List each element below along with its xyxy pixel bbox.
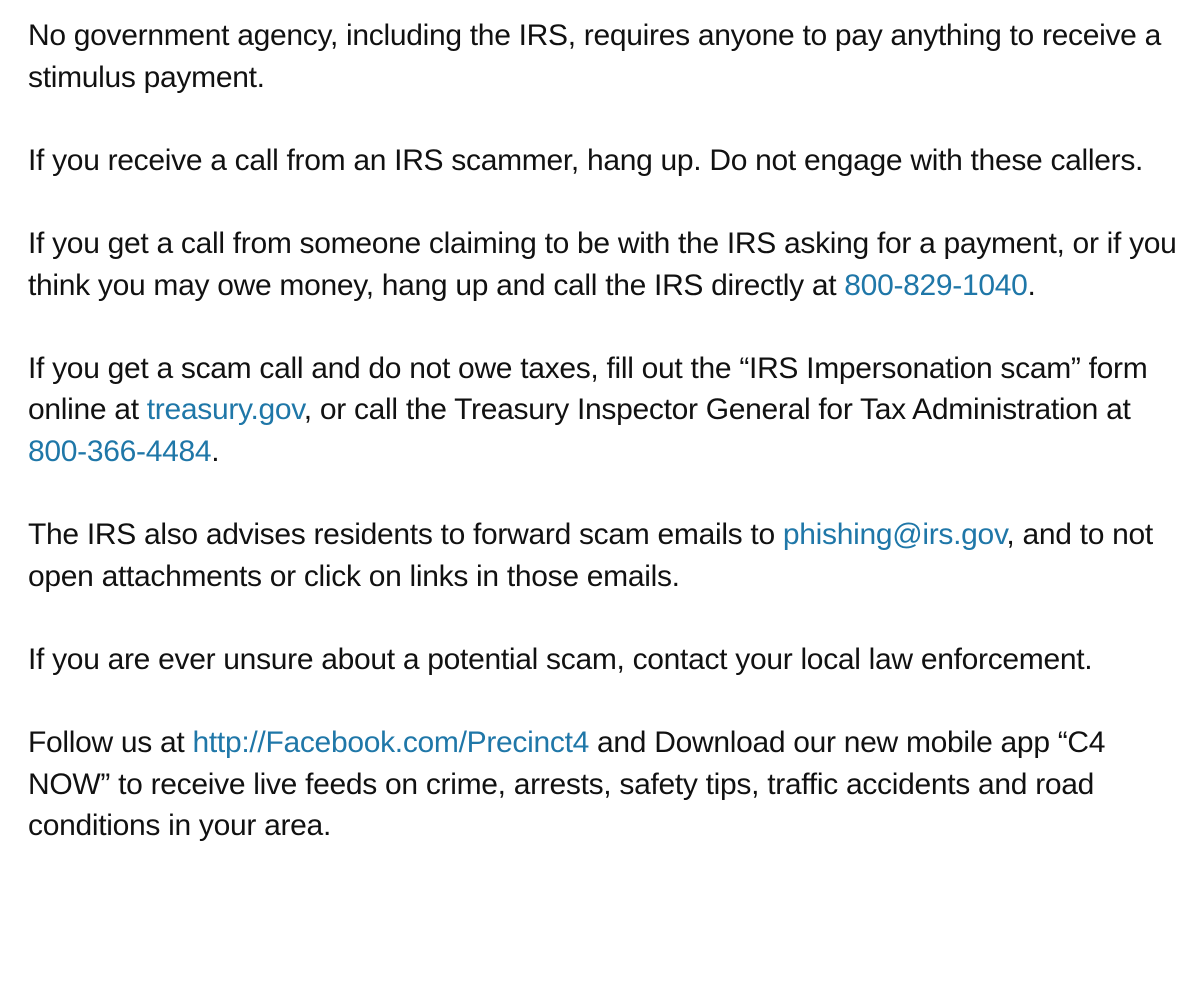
paragraph-text: If you get a call from someone claiming to be with the IRS asking for a payment, or if you think you may owe money, hang up and call the IRS directly at	[28, 226, 1177, 302]
paragraph-follow-us	[28, 722, 1180, 847]
paragraph-hang-up	[28, 140, 1180, 182]
paragraph-text: , and to not open attachments or click on links in those emails.	[28, 518, 1153, 593]
paragraph-text: Follow us at	[28, 726, 193, 760]
paragraph-text: .	[211, 434, 220, 468]
paragraph-report-scam	[28, 348, 1180, 473]
irs-phone-link[interactable]: 800-829-1040	[844, 268, 1028, 302]
paragraph-call-irs	[28, 223, 1180, 306]
paragraph-text: The IRS also advises residents to forward scam emails to	[28, 518, 783, 552]
paragraph-text: .	[1027, 268, 1036, 302]
paragraph-text: If you receive a call from an IRS scammer, hang up. Do not engage with these callers.	[28, 143, 1144, 177]
facebook-link[interactable]: http://Facebook.com/Precinct4	[192, 726, 589, 760]
paragraph-no-payment-required	[28, 15, 1180, 98]
tigta-phone-link[interactable]: 800-366-4484	[28, 434, 212, 468]
treasury-link[interactable]: treasury.gov	[146, 393, 304, 427]
paragraph-phishing-emails	[28, 514, 1180, 597]
paragraph-text: If you get a scam call and do not owe taxes, fill out the “IRS Impersonation scam” form online at	[28, 351, 1148, 427]
paragraph-text: and Download our new mobile app “C4 NOW” to receive live feeds on crime, arrests, safety tips, traffic accidents and road conditions in your area.	[28, 726, 1106, 843]
paragraph-law-enforcement	[28, 639, 1180, 681]
paragraph-text: , or call the Treasury Inspector General for Tax Administration at	[303, 393, 1131, 427]
phishing-email-link[interactable]: phishing@irs.gov	[782, 518, 1007, 552]
paragraph-text: No government agency, including the IRS, requires anyone to pay anything to receive a stimulus payment.	[28, 19, 1161, 94]
paragraph-text: If you are ever unsure about a potential scam, contact your local law enforcement.	[28, 642, 1093, 676]
